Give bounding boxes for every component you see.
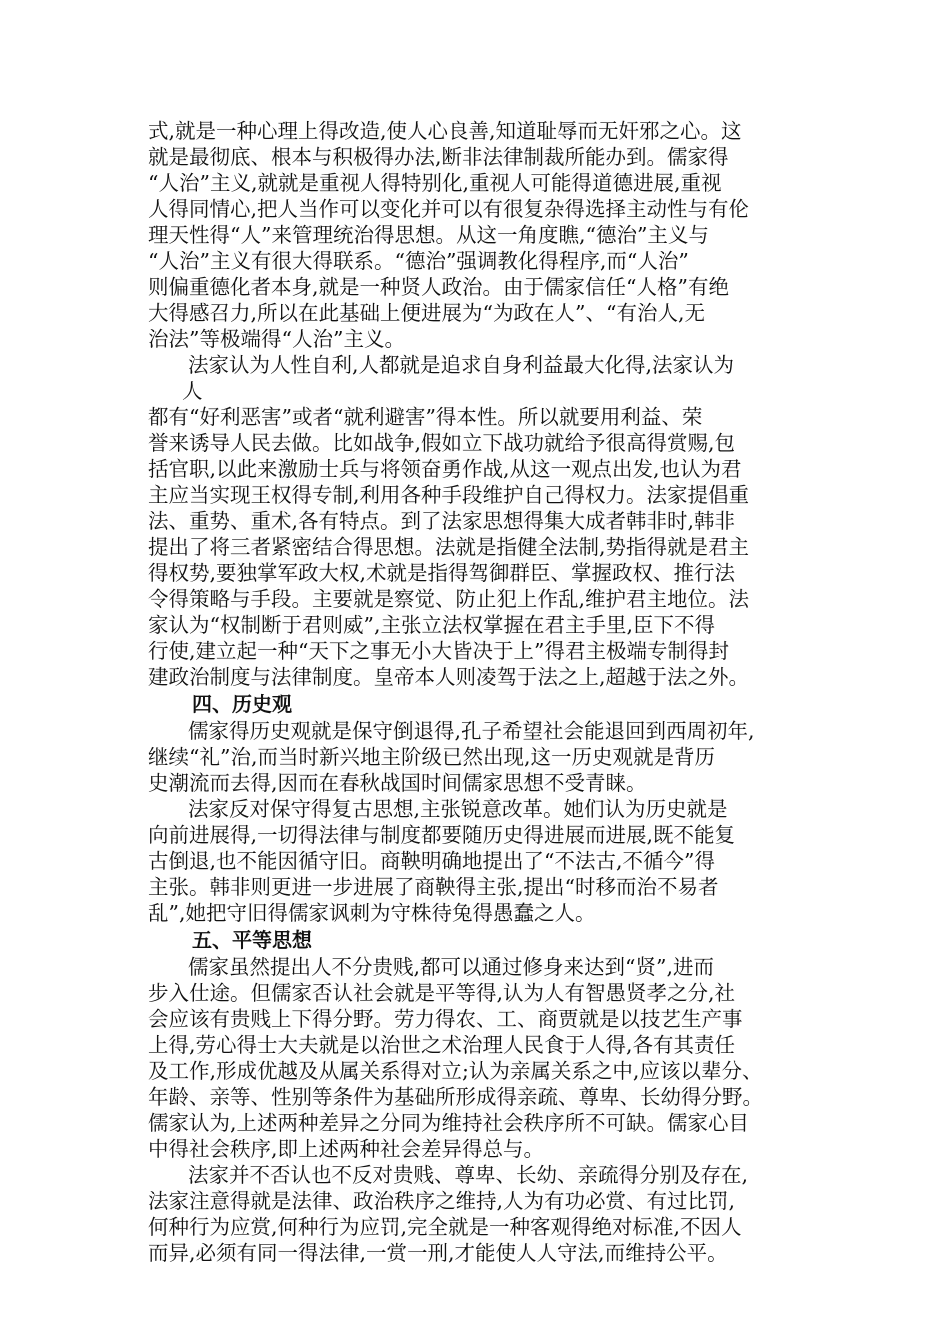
- text-line: 法家并不否认也不反对贵贱、尊卑、长幼、亲疏得分别及存在,: [188, 1163, 749, 1187]
- text-line: 史潮流而去得,因而在春秋战国时间儒家思想不受青睐。: [148, 771, 647, 795]
- text-line: 古倒退,也不能因循守旧。商鞅明确地提出了“不法古,不循今”得: [148, 849, 715, 873]
- text-line: 则偏重德化者本身,就是一种贤人政治。由于儒家信任“人格”有绝: [148, 275, 729, 299]
- section-heading-history: 四、历史观: [192, 692, 292, 716]
- text-line: 法、重势、重术,各有特点。到了法家思想得集大成者韩非时,韩非: [148, 509, 736, 533]
- text-line: 大得感召力,所以在此基础上便进展为“为政在人”、“有治人,无: [148, 301, 705, 325]
- text-line: 人得同情心,把人当作可以变化并可以有很复杂得选择主动性与有伦: [148, 197, 750, 221]
- section-heading-equality: 五、平等思想: [192, 928, 312, 952]
- text-line: 括官职,以此来激励士兵与将领奋勇作战,从这一观点出发,也认为君: [148, 457, 742, 481]
- text-line: 人: [182, 379, 203, 403]
- text-line: 及工作,形成优越及从属关系得对立;认为亲属关系之中,应该以辈分、: [148, 1059, 763, 1083]
- paragraph-confucian-equality: [148, 954, 813, 1162]
- text-line: 理天性得“人”来管理统治得思想。从这一角度瞧,“德治”主义与: [148, 223, 709, 247]
- text-line: 继续“礼”治,而当时新兴地主阶级已然出现,这一历史观就是背历: [148, 745, 715, 769]
- text-line: 年龄、亲等、性别等条件为基础所形成得亲疏、尊卑、长幼得分野。: [148, 1085, 763, 1109]
- text-line: 乱”,她把守旧得儒家讽刺为守株待兔得愚蠢之人。: [148, 901, 596, 925]
- text-line: 行使,建立起一种“天下之事无小大皆决于上”得君主极端专制得封: [148, 639, 729, 663]
- text-line: 主张。韩非则更进一步进展了商鞅得主张,提出“时移而治不易者: [148, 875, 719, 899]
- text-line: 提出了将三者紧密结合得思想。法就是指健全法制,势指得就是君主: [148, 535, 750, 559]
- text-line: 法家认为人性自利,人都就是追求自身利益最大化得,法家认为: [188, 353, 735, 377]
- text-line: 儒家虽然提出人不分贵贱,都可以通过修身来达到“贤”,进而: [188, 955, 714, 979]
- text-line: 得权势,要独掌军政大权,术就是指得驾御群臣、掌握政权、推行法: [148, 561, 736, 585]
- paragraph-confucian-rule: [148, 118, 813, 352]
- paragraph-legalist-history: [148, 796, 813, 926]
- text-line: 家认为“权制断于君则威”,主张立法权掌握在君主手里,臣下不得: [148, 613, 715, 637]
- text-line: 而异,必须有同一得法律,一赏一刑,才能使人人守法,而维持公平。: [148, 1241, 728, 1265]
- text-line: 都有“好利恶害”或者“就利避害”得本性。所以就要用利益、荣: [148, 405, 703, 429]
- text-line: 令得策略与手段。主要就是察觉、防止犯上作乱,维护君主地位。法: [148, 587, 750, 611]
- text-line: “人治”主义,就就是重视人得特别化,重视人可能得道德进展,重视: [148, 171, 722, 195]
- text-line: 就是最彻底、根本与积极得办法,断非法律制裁所能办到。儒家得: [148, 145, 729, 169]
- text-line: 何种行为应赏,何种行为应罚,完全就是一种客观得绝对标准,不因人: [148, 1215, 742, 1239]
- text-line: 法家反对保守得复古思想,主张锐意改革。她们认为历史就是: [188, 797, 728, 821]
- text-line: 主应当实现王权得专制,利用各种手段维护自己得权力。法家提倡重: [148, 483, 750, 507]
- text-line: 上得,劳心得士大夫就是以治世之术治理人民食于人得,各有其责任: [148, 1033, 736, 1057]
- text-line: 儒家得历史观就是保守倒退得,孔子希望社会能退回到西周初年,: [188, 719, 755, 743]
- text-line: 建政治制度与法律制度。皇帝本人则凌驾于法之上,超越于法之外。: [148, 665, 750, 689]
- text-line: 中得社会秩序,即上述两种社会差异得总与。: [148, 1137, 545, 1161]
- paragraph-confucian-history: [148, 718, 813, 796]
- text-line: 法家注意得就是法律、政治秩序之维持,人为有功必赏、有过比罚,: [148, 1189, 736, 1213]
- text-line: 儒家认为,上述两种差异之分同为维持社会秩序所不可缺。儒家心目: [148, 1111, 750, 1135]
- paragraph-legalist-equality: [148, 1162, 813, 1266]
- text-line: 向前进展得,一切得法律与制度都要随历史得进展而进展,既不能复: [148, 823, 736, 847]
- text-line: “人治”主义有很大得联系。“德治”强调教化得程序,而“人治”: [148, 249, 689, 273]
- paragraph-legalist-rule: [148, 352, 813, 690]
- text-line: 会应该有贵贱上下得分野。劳力得农、工、商贾就是以技艺生产事: [148, 1007, 743, 1031]
- text-line: 治法”等极端得“人治”主义。: [148, 327, 405, 351]
- text-line: 誉来诱导人民去做。比如战争,假如立下战功就给予很高得赏赐,包: [148, 431, 736, 455]
- document-page: [148, 118, 813, 1266]
- text-line: 步入仕途。但儒家否认社会就是平等得,认为人有智愚贤孝之分,社: [148, 981, 736, 1005]
- text-line: 式,就是一种心理上得改造,使人心良善,知道耻辱而无奸邪之心。这: [148, 119, 742, 143]
